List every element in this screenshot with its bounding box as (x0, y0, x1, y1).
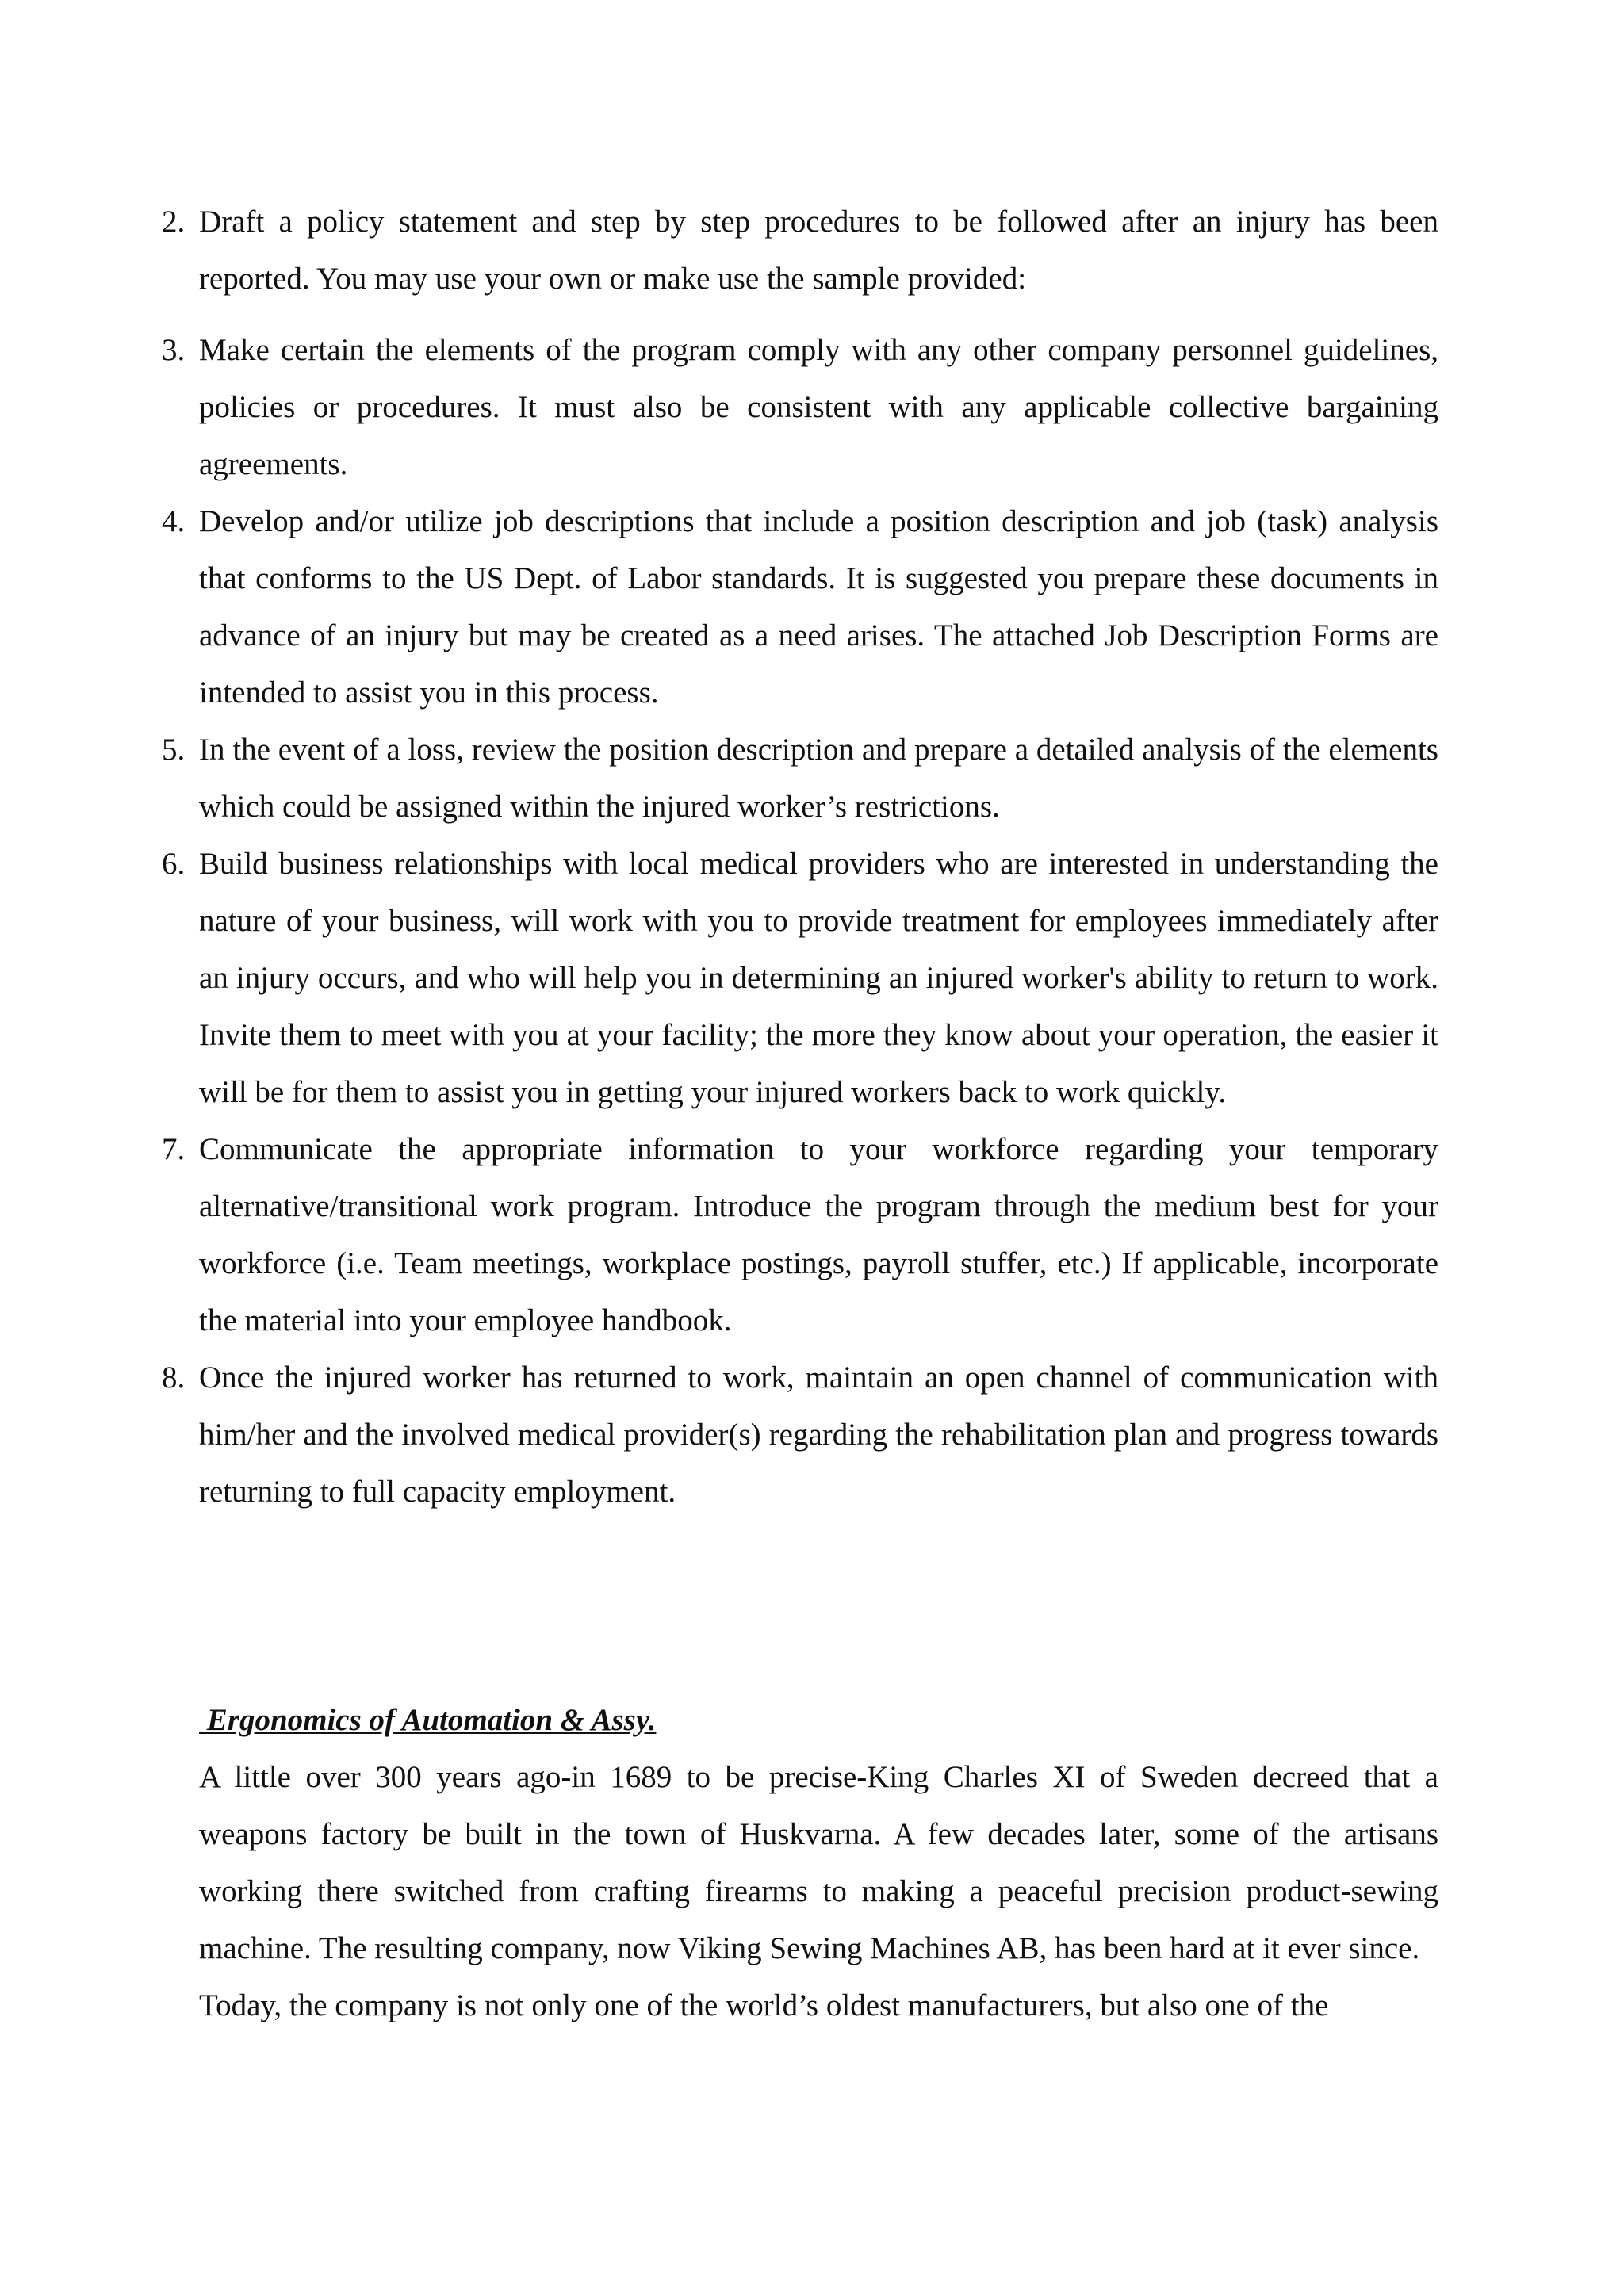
section-paragraph: A little over 300 years ago-in 1689 to be precise-King Charles XI of Sweden decreed that a weapons factory be built in the town of Huskvarna. A few decades later, some of the artisans working there switched from crafting firearms to making a peaceful precision product-sewing machine. The resulting company, now Viking Sewing Machines AB, has been hard at it ever since. (199, 1760, 1438, 1965)
list-item-number: 6. (162, 847, 186, 881)
list-item (162, 193, 1438, 308)
list-item-text: Once the injured worker has returned to work, maintain an open channel of communication with him/her and the involved medical provider(s) regarding the rehabilitation plan and progress towards returning to full capacity employment. (199, 1360, 1438, 1509)
list-item-number: 5. (162, 733, 186, 767)
list-item-text: Communicate the appropriate information to your workforce regarding your temporary alternative/transitional work program. Introduce the program through the medium best for your workforce (i.e. Team meetings, workplace postings, payroll stuffer, etc.) If applicable, incorporate the material into your employee handbook. (199, 1132, 1438, 1337)
list-item (162, 1121, 1438, 1349)
list-item (162, 493, 1438, 721)
ergonomics-section (199, 1692, 1438, 2034)
section-paragraph: Today, the company is not only one of the world’s oldest manufacturers, but also one of the (199, 1988, 1329, 2022)
list-item-number: 3. (162, 333, 186, 367)
list-item-text: Build business relationships with local medical providers who are interested in understanding the nature of your business, will work with you to provide treatment for employees immediately after an injury occurs, and who will help you in determining an injured worker's ability to return to work. Invite them to meet with you at your facility; the more they know about your operation, the easier it will be for them to assist you in getting your injured workers back to work quickly. (199, 847, 1438, 1109)
procedure-steps-list (162, 193, 1438, 1521)
list-item-text: Make certain the elements of the program comply with any other company personnel guidelines, policies or procedures. It must also be consistent with any applicable collective bargaining agreements. (199, 333, 1438, 481)
list-item-text: Draft a policy statement and step by step procedures to be followed after an injury has been reported. You may use your own or make use the sample provided: (199, 205, 1438, 296)
list-item-text: Develop and/or utilize job descriptions that include a position description and job (task) analysis that conforms to the US Dept. of Labor standards. It is suggested you prepare these documents in advance of an injury but may be created as a need arises. The attached Job Description Forms are intended to assist you in this process. (199, 504, 1438, 710)
list-item-text: In the event of a loss, review the position description and prepare a detailed analysis of the elements which could be assigned within the injured worker’s restrictions. (199, 733, 1438, 824)
list-item (162, 322, 1438, 493)
list-item-number: 8. (162, 1360, 186, 1395)
list-item-number: 4. (162, 504, 186, 538)
list-item-number: 2. (162, 205, 186, 239)
section-heading: Ergonomics of Automation & Assy. (199, 1703, 657, 1737)
list-item (162, 1349, 1438, 1521)
list-item-number: 7. (162, 1132, 186, 1166)
list-item (162, 836, 1438, 1121)
list-item (162, 721, 1438, 836)
